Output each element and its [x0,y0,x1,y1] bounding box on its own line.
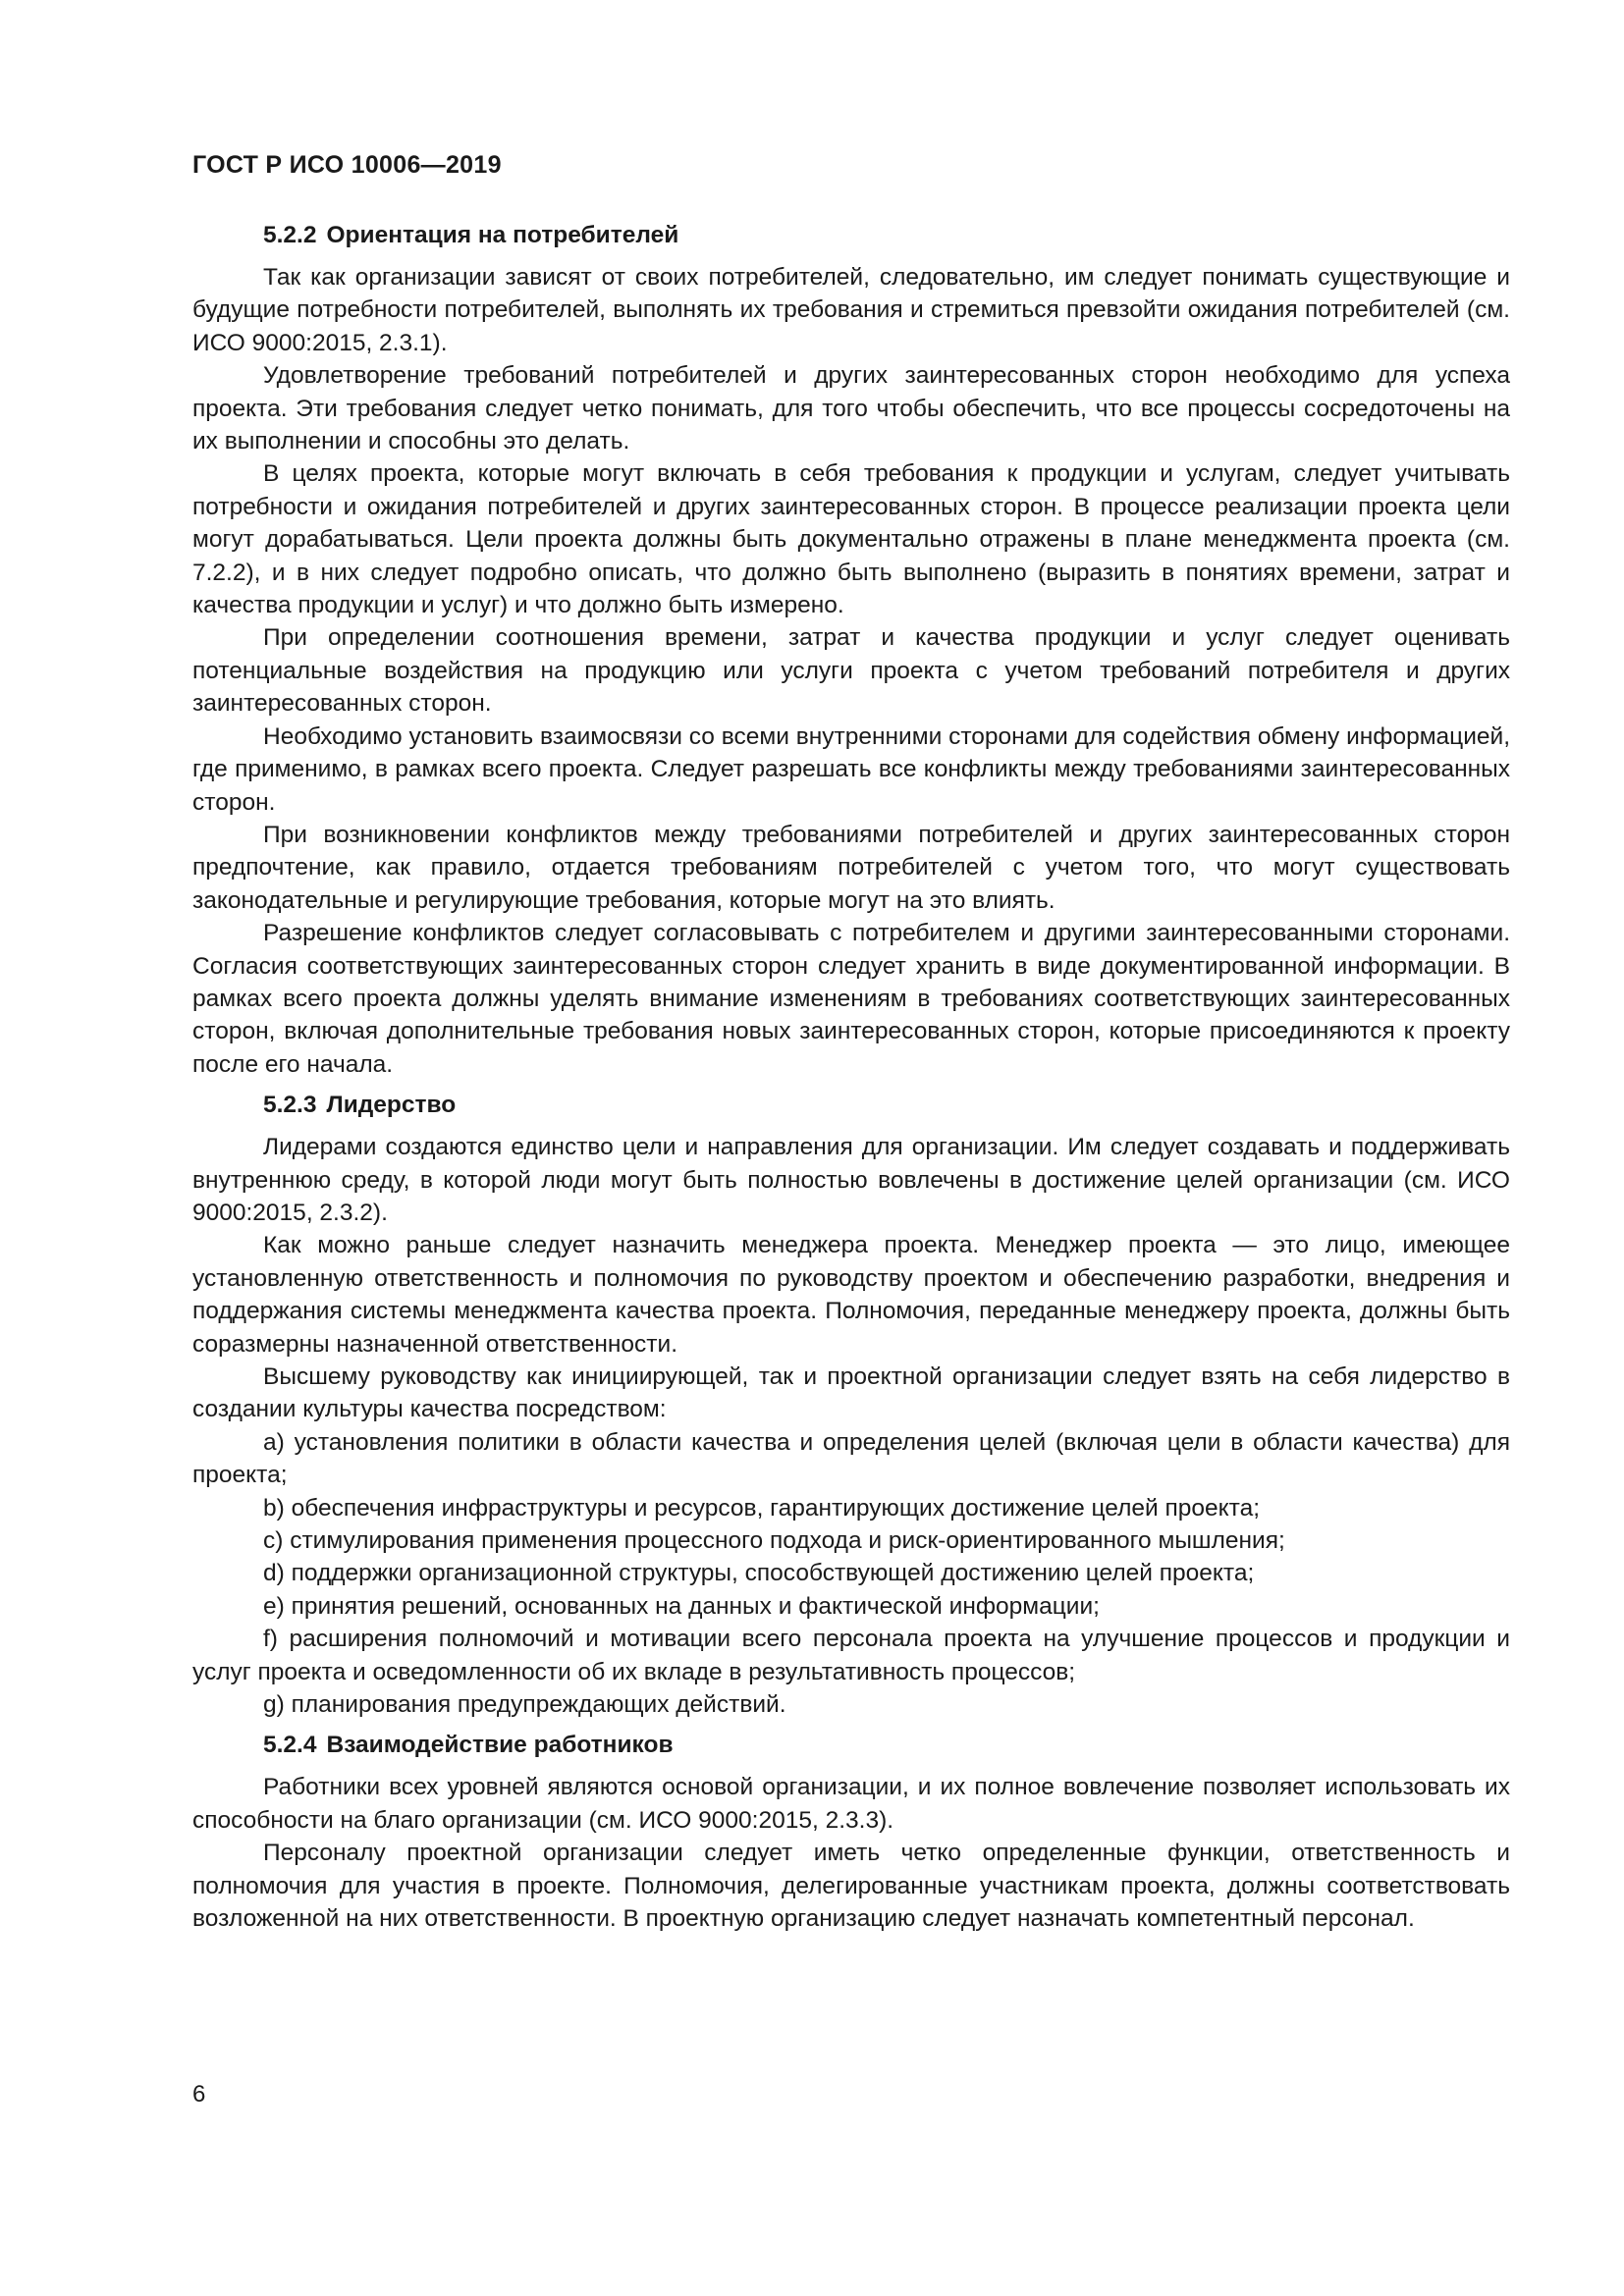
paragraph: Разрешение конфликтов следует согласовывать с потребителем и другими заинтересованными сторонами. Согласия соответствующих заинтересованных сторон следует хранить в виде документированной информации. В рамках всего проекта должны уделять внимание изменениям в требованиях соответствующих заинтересованных сторон, включая дополнительные требования новых заинтересованных сторон, которые присоединяются к проекту после его начала. [192,920,1510,1078]
paragraph: Как можно раньше следует назначить менеджера проекта. Менеджер проекта — это лицо, имеющее установленную ответственность и полномочия по руководству проектом и обеспечению разработки, внедрения и поддержания системы менеджмента качества проекта. Полномочия, переданные менеджеру проекта, должны быть соразмерны назначенной ответственности. [192,1232,1510,1358]
section-heading [192,1091,1510,1120]
paragraph: При возникновении конфликтов между требованиями потребителей и других заинтересованных сторон предпочтение, как правило, отдается требованиям потребителей с учетом того, что могут существовать законодательные и регулирующие требования, которые могут на это влиять. [192,821,1510,914]
section-heading [192,1731,1510,1760]
section-heading [192,221,1510,250]
list-item: d) поддержки организационной структуры, способствующей достижению целей проекта; [263,1560,1255,1587]
paragraph: При определении соотношения времени, затрат и качества продукции и услуг следует оценивать потенциальные воздействия на продукцию или услуги проекта с учетом требований потребителя и других заинтересованных сторон. [192,624,1510,718]
list-item: c) стимулирования применения процессного подхода и риск-ориентированного мышления; [263,1527,1285,1555]
paragraph: Работники всех уровней являются основой организации, и их полное вовлечение позволяет использовать их способности на благо организации (см. ИСО 9000:2015, 2.3.3). [192,1774,1510,1834]
section-title: Ориентация на потребителей [326,222,679,248]
list-item: b) обеспечения инфраструктуры и ресурсов, гарантирующих достижение целей проекта; [263,1494,1261,1522]
document-body [192,221,1510,1936]
standard-header: ГОСТ Р ИСО 10006—2019 [192,151,502,179]
paragraph: Персоналу проектной организации следует иметь четко определенные функции, ответственность и полномочия для участия в проекте. Полномочия, делегированные участникам проекта, должны соответствовать возложенной на них ответственности. В проектную организацию следует назначать компетентный персонал. [192,1840,1510,1933]
section-title: Лидерство [326,1092,457,1119]
page-number: 6 [192,2081,206,2108]
paragraph: Необходимо установить взаимосвязи со всеми внутренними сторонами для содействия обмену информацией, где применимо, в рамках всего проекта. Следует разрешать все конфликты между требованиями заинтересованных сторон. [192,722,1510,816]
section-number: 5.2.3 [263,1092,317,1119]
section-number: 5.2.2 [263,222,317,248]
paragraph: Высшему руководству как инициирующей, так и проектной организации следует взять на себя лидерство в создании культуры качества посредством: [192,1363,1510,1423]
list-item: a) установления политики в области качества и определения целей (включая цели в области качества) для проекта; [192,1428,1510,1489]
paragraph: Удовлетворение требований потребителей и других заинтересованных сторон необходимо для успеха проекта. Эти требования следует четко понимать, для того чтобы обеспечить, что все процессы сосредоточены на их выполнении и способны это делать. [192,362,1510,455]
list-item: f) расширения полномочий и мотивации всего персонала проекта на улучшение процессов и продукции и услуг проекта и осведомленности об их вкладе в результативность процессов; [192,1626,1510,1685]
paragraph: Так как организации зависят от своих потребителей, следовательно, им следует понимать существующие и будущие потребности потребителей, выполнять их требования и стремиться превзойти ожидания потребителей (см. ИСО 9000:2015, 2.3.1). [192,264,1510,356]
list-item: g) планирования предупреждающих действий. [263,1691,786,1719]
paragraph: В целях проекта, которые могут включать в себя требования к продукции и услугам, следует учитывать потребности и ожидания потребителей и других заинтересованных сторон. В процессе реализации проекта цели могут дорабатываться. Цели проекта должны быть документально отражены в плане менеджмента проекта (см. 7.2.2), и в них следует подробно описать, что должно быть выполнено (выразить в понятиях времени, затрат и качества продукции и услуг) и что должно быть измерено. [192,460,1510,619]
list-item: e) принятия решений, основанных на данных и фактической информации; [263,1592,1100,1620]
paragraph: Лидерами создаются единство цели и направления для организации. Им следует создавать и поддерживать внутреннюю среду, в которой люди могут быть полностью вовлечены в достижение целей организации (см. ИСО 9000:2015, 2.3.2). [192,1134,1510,1226]
section-title: Взаимодействие работников [326,1732,674,1759]
section-number: 5.2.4 [263,1732,317,1759]
